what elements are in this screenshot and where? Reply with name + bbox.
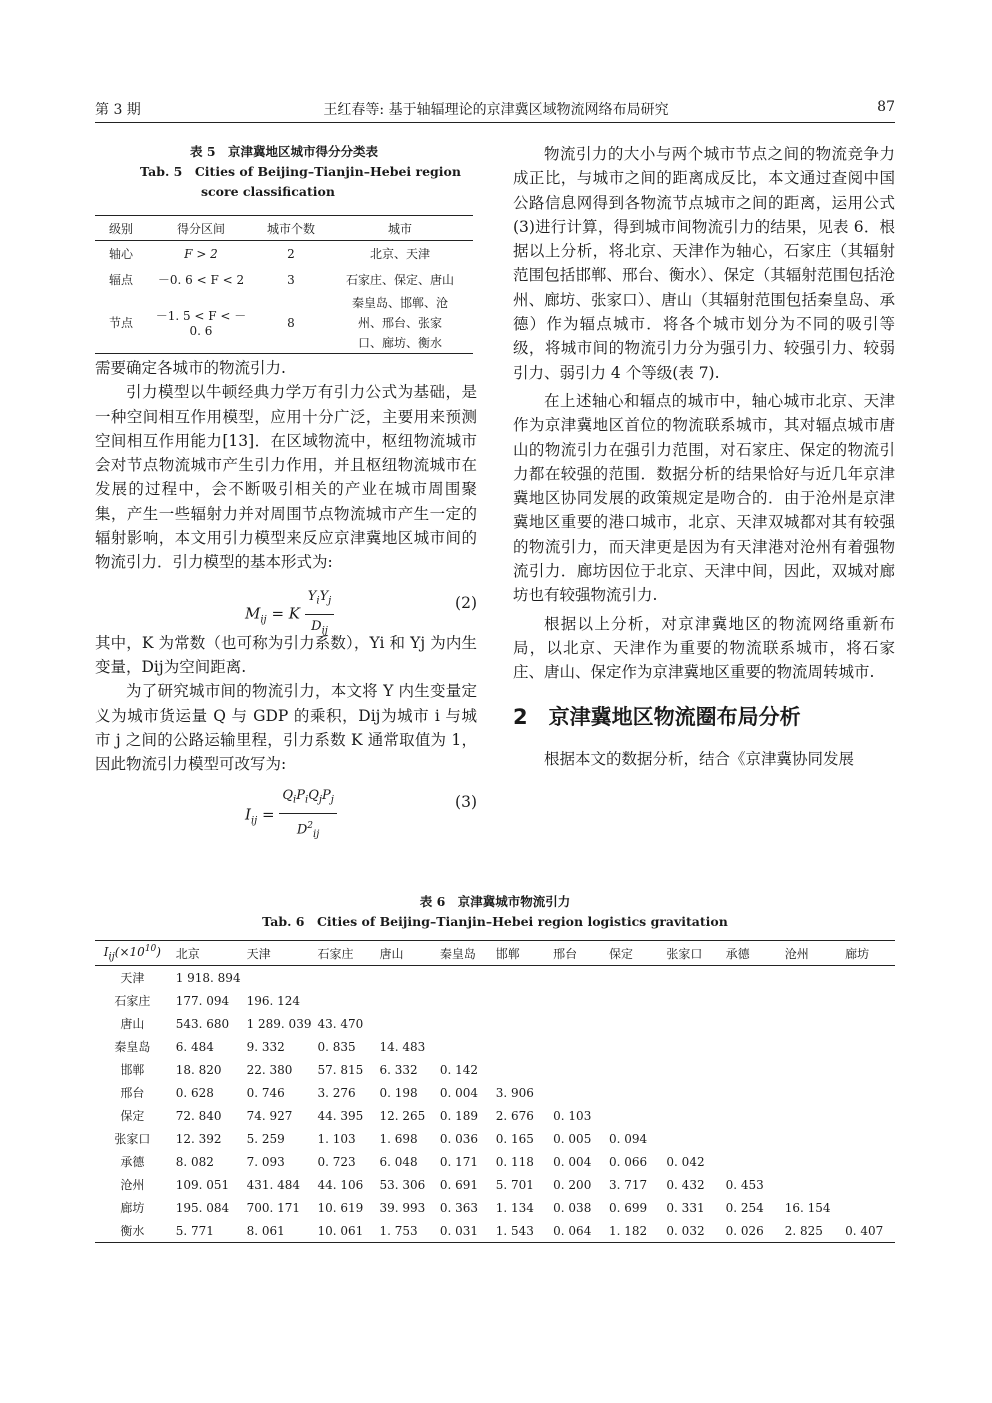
table6-body (95, 966, 895, 1243)
table6-cell (779, 1012, 839, 1035)
table6-cell: 3. 717 (608, 1177, 648, 1192)
paragraph: 其中，K 为常数（也可称为引力系数），Yi 和 Yj 为内生变量，Dij为空间距离. (95, 633, 477, 676)
table6-cell: 0. 453 (725, 1177, 764, 1192)
table6-cell: 0. 142 (439, 1062, 479, 1077)
table6-cell: 0. 189 (439, 1108, 479, 1123)
table6-cell: 0. 005 (553, 1131, 592, 1146)
table6-cell: 22. 380 (246, 1062, 293, 1077)
header-rule (95, 122, 895, 123)
table6-cell: 0. 004 (553, 1154, 592, 1169)
table6-row-city: 邢台 (120, 1086, 145, 1100)
table6-cell (779, 989, 839, 1012)
table6-cell (490, 1012, 547, 1035)
table5-cell: 秦皇岛、邯郸、沧州、邢台、张家口、廊坊、衡水 (351, 295, 448, 350)
table6-cell: 431. 484 (246, 1177, 301, 1192)
table6-cell: 53. 306 (379, 1177, 426, 1192)
table-row (95, 1219, 895, 1243)
table6-cell: 57. 815 (317, 1062, 364, 1077)
table6-cell (660, 1035, 719, 1058)
table6-row-city: 天津 (120, 971, 145, 985)
paragraph: 物流引力的大小与两个城市节点之间的物流竞争力成正比，与城市之间的距离成反比，本文通过查阅中国公路信息网得到各物流节点城市之间的距离，运用公式(3)进行计算，得到城市间物流引力的结果，见表 6．根据以上分析，将北京、天津作为轴心，石家庄（其辐射范围包括邯郸、邢台、衡水）、保定（其辐射范围包括沧州、廊坊、张家口）、唐山（其辐射范围包括秦皇岛、承德）作为辐点城市．将各个城市划分为不同的吸引等级，将城市间的物流引力分为强引力、较强引力、较弱引力、弱引力 4 个等级(表 7). (513, 145, 895, 382)
table6-cell: 0. 331 (666, 1200, 705, 1215)
table6-cell (603, 989, 660, 1012)
table5-cell: 石家庄、保定、唐山 (345, 273, 454, 287)
table5-header-cell: 城市个数 (266, 221, 315, 236)
table6-cell: 7. 093 (246, 1154, 285, 1169)
table6-cell: 8. 061 (246, 1223, 285, 1238)
table6-cell (720, 1058, 779, 1081)
table-row (95, 1127, 895, 1150)
table6-col-header: 廊坊 (845, 946, 870, 961)
table6-cell (547, 966, 603, 990)
table5-caption-cn: 表 5 京津冀地区城市得分分类表 (189, 144, 379, 159)
table6-cell (374, 1012, 434, 1035)
table6-cell (547, 1035, 603, 1058)
table6-cell (241, 966, 312, 990)
table6-cell (720, 989, 779, 1012)
table5-cell: F > 2 (184, 246, 218, 261)
table6-cell: 0. 032 (666, 1223, 705, 1238)
table6-cell: 6. 048 (379, 1154, 418, 1169)
table6-cell: 0. 171 (439, 1154, 479, 1169)
table6-cell (839, 1104, 895, 1127)
paragraph: 根据本文的数据分析，结合《京津冀协同发展 (544, 749, 855, 768)
table6-cell: 5. 771 (175, 1223, 214, 1238)
table6-cell (839, 1058, 895, 1081)
table6-cell: 0. 038 (553, 1200, 592, 1215)
table6-cell: 0. 026 (725, 1223, 764, 1238)
table6-col-header: 天津 (246, 946, 271, 961)
table6-cell (839, 1196, 895, 1219)
table-row (95, 1012, 895, 1035)
table6-row-city: 衡水 (120, 1224, 145, 1238)
table6-cell: 1. 753 (379, 1223, 418, 1238)
table6-col-header: 张家口 (666, 946, 703, 961)
table6-cell: 1 289. 039 (246, 1016, 312, 1031)
table6-cell: 10. 619 (317, 1200, 364, 1215)
table-row (95, 989, 895, 1012)
table6-cell (839, 966, 895, 990)
table6-cell (779, 1035, 839, 1058)
table5-cell: 北京、天津 (369, 247, 430, 262)
table6-cell (603, 1081, 660, 1104)
table6-cell: 177. 094 (175, 993, 230, 1008)
table6-row-city: 承德 (120, 1155, 145, 1169)
table6-cell (839, 1127, 895, 1150)
table6-cell (720, 1104, 779, 1127)
equation-2: $M_{ij} = K$ $\frac{Y_iY_j}{D_{ij}}$ (2) (95, 581, 477, 627)
table6-cell: 0. 628 (175, 1085, 214, 1100)
paragraph: 为了研究城市间的物流引力，本文将 Y 内生变量定义为城市货运量 Q 与 GDP 的乘积，Dij为城市 i 与城市 j 之间的公路运输里程，引力系数 K 通常取值为 1，因此物流引力模型可改写为: (95, 682, 477, 774)
table6-cell (434, 1012, 490, 1035)
table6-cell (374, 966, 434, 990)
table5-header-cell: 城市 (387, 221, 412, 236)
table6-cell (547, 1058, 603, 1081)
table6-cell: 1. 182 (608, 1223, 648, 1238)
table6-cell: 0. 432 (666, 1177, 705, 1192)
table6-cell: 12. 392 (175, 1131, 222, 1146)
table6-cell (603, 1104, 660, 1127)
table6-cell: 44. 395 (317, 1108, 364, 1123)
table-row (95, 966, 895, 990)
table-row (95, 241, 473, 267)
table6-col-header: 邯郸 (495, 946, 520, 961)
table6-cell (839, 1035, 895, 1058)
table6-cell: 18. 820 (175, 1062, 222, 1077)
table6-cell: 74. 927 (246, 1108, 293, 1123)
table6-cell: 543. 680 (175, 1016, 230, 1031)
table6-col-header: 邢台 (553, 946, 578, 961)
table6-col-header: 石家庄 (317, 946, 354, 961)
table6-cell (720, 1150, 779, 1173)
table6-row-city: 保定 (120, 1109, 145, 1123)
table6-col-header: 承德 (725, 946, 750, 961)
table6-cell: 39. 993 (379, 1200, 426, 1215)
table6-caption-cn: 表 6 京津冀城市物流引力 (419, 894, 571, 909)
table-row (95, 1150, 895, 1173)
table6-cell (660, 1081, 719, 1104)
table5-cell: 节点 (108, 316, 133, 330)
table5-cell: 8 (287, 315, 295, 330)
table6-cell: 9. 332 (246, 1039, 285, 1054)
table5-caption (95, 142, 473, 202)
table6-cell (490, 989, 547, 1012)
table6-cell (547, 1081, 603, 1104)
table6-cell (603, 1012, 660, 1035)
table6-col-header: 北京 (175, 946, 200, 961)
paragraph: 根据以上分析，对京津冀地区的物流网络重新布局，以北京、天津作为重要的物流联系城市，将石家庄、唐山、保定作为京津冀地区重要的物流周转城市. (513, 614, 895, 682)
table6-cell (490, 1058, 547, 1081)
table6-cell (779, 1173, 839, 1196)
table6-cell: 0. 064 (553, 1223, 592, 1238)
table6-cell (720, 1035, 779, 1058)
table6-cell: 0. 691 (439, 1177, 479, 1192)
table6-cell: 2. 676 (495, 1108, 534, 1123)
table6-cell (720, 1081, 779, 1104)
equation-number: (2) (455, 593, 477, 612)
table6-cell: 0. 746 (246, 1085, 285, 1100)
table6-cell: 6. 332 (379, 1062, 418, 1077)
table6-row-city: 秦皇岛 (114, 1040, 151, 1054)
table6-cell (779, 1058, 839, 1081)
table6-col-header: 唐山 (379, 946, 404, 961)
table6-cell (547, 1012, 603, 1035)
table6-cell: 0. 094 (608, 1131, 648, 1146)
table6-row-city: 唐山 (120, 1017, 145, 1031)
table6-cell: 109. 051 (175, 1177, 230, 1192)
table6-cell: 0. 198 (379, 1085, 418, 1100)
page-number: 87 (877, 99, 895, 115)
left-column (95, 356, 477, 841)
table6-cell (839, 989, 895, 1012)
table5-cell: 轴心 (108, 247, 133, 262)
table6-cell: 0. 036 (439, 1131, 479, 1146)
table5-caption-en-1: Tab. 5 Cities of Beijing–Tianjin–Hebei region (140, 164, 461, 179)
table6-cell (311, 966, 373, 990)
table6-col-header: 秦皇岛 (439, 946, 476, 961)
table6-cell (660, 1012, 719, 1035)
table6-cell: 1. 103 (317, 1131, 356, 1146)
table6-col-header: 保定 (608, 946, 633, 961)
table6-cell (434, 966, 490, 990)
table6-cell (839, 1173, 895, 1196)
paragraph: 在上述轴心和辐点的城市中，轴心城市北京、天津作为京津冀地区首位的物流联系城市，其对辐点城市唐山的物流引力在强引力范围，对石家庄、保定的物流引力都在较强的范围．数据分析的结果恰好与近几年京津冀地区协同发展的政策规定是吻合的．由于沧州是京津冀地区重要的港口城市，北京、天津双城都对其有较强的物流引力，而天津更是因为有天津港对沧州有着强物流引力．廊坊因位于北京、天津中间，因此，双城对廊坊也有较强物流引力. (513, 391, 895, 605)
table-row (95, 1196, 895, 1219)
table6-cell: 0. 835 (317, 1039, 356, 1054)
table5-cell: －0. 6 < F < 2 (157, 273, 245, 287)
running-title: 王红春等: 基于轴辐理论的京津冀区域物流网络布局研究 (323, 102, 669, 118)
table6-cell: 10. 061 (317, 1223, 364, 1238)
table5-caption-en-2: score classification (201, 184, 335, 199)
table6-cell (490, 1035, 547, 1058)
table6-cell (660, 1127, 719, 1150)
table6-cell: 5. 701 (495, 1177, 534, 1192)
section-heading: 2 京津冀地区物流圈布局分析 (513, 704, 801, 729)
table6-cell: 0. 066 (608, 1154, 648, 1169)
table6-cell: 196. 124 (246, 993, 301, 1008)
table6-cell: 44. 106 (317, 1177, 364, 1192)
table6-cell (779, 1150, 839, 1173)
table5-header-cell: 级别 (108, 221, 133, 236)
table6-cell (720, 966, 779, 990)
table6-cell (547, 989, 603, 1012)
table6-row-city: 廊坊 (120, 1201, 145, 1215)
table6-cell (779, 1104, 839, 1127)
table6 (95, 940, 895, 1243)
table6-cell (660, 1104, 719, 1127)
table6-cell: 6. 484 (175, 1039, 214, 1054)
table-row (95, 267, 473, 293)
table6-cell: 2. 825 (784, 1223, 823, 1238)
table6-cell: 1. 134 (495, 1200, 534, 1215)
table6-caption (95, 892, 895, 932)
table6-cell: 0. 254 (725, 1200, 764, 1215)
table6-cell: 1. 698 (379, 1131, 418, 1146)
table6-cell (434, 989, 490, 1012)
table6-col-header: 沧州 (784, 946, 809, 961)
table6-cell: 3. 906 (495, 1085, 534, 1100)
table-row (95, 293, 473, 354)
table-row (95, 1104, 895, 1127)
table6-cell: 0. 004 (439, 1085, 479, 1100)
paragraph: 引力模型以牛顿经典力学万有引力公式为基础，是一种空间相互作用模型，应用十分广泛，主要用来预测空间相互作用能力[13]．在区域物流中，枢纽物流城市会对节点物流城市产生引力作用，并且枢纽物流城市在发展的过程中，会不断吸引相关的产业在城市周围聚集，产生一些辐射力并对周围节点物流城市产生一定的辐射影响，本文用引力模型来反应京津冀地区城市间的物流引力．引力模型的基本形式为: (95, 383, 477, 572)
table6-row-city: 沧州 (120, 1178, 145, 1192)
table6-cell (374, 989, 434, 1012)
table6-cell (603, 966, 660, 990)
table6-cell: 0. 165 (495, 1131, 534, 1146)
table6-cell: 5. 259 (246, 1131, 285, 1146)
table6-cell: 1 918. 894 (175, 970, 241, 985)
table6-cell: 0. 200 (553, 1177, 592, 1192)
table6-cell: 0. 118 (495, 1154, 534, 1169)
table5-cell: 3 (287, 272, 295, 287)
table6-cell: 43. 470 (317, 1016, 364, 1031)
table6-cell (603, 1058, 660, 1081)
table6-cell: 195. 084 (175, 1200, 230, 1215)
table5 (95, 215, 473, 354)
table6-cell: 0. 363 (439, 1200, 479, 1215)
table6-header-row (95, 941, 895, 966)
table6-corner: $I_{ij}(\times 10^{10})$ (103, 943, 161, 963)
equation-number: (3) (455, 793, 477, 812)
equation-3: $I_{ij}$ = $\frac{Q_iP_iQ_jP_j}{D^2_{ij}}$ (3) (95, 780, 477, 826)
table6-cell: 0. 407 (845, 1223, 884, 1238)
issue-number: 第 3 期 (95, 102, 141, 118)
table6-cell: 12. 265 (379, 1108, 426, 1123)
table6-cell: 72. 840 (175, 1108, 222, 1123)
table-row (95, 1081, 895, 1104)
table6-caption-en: Tab. 6 Cities of Beijing–Tianjin–Hebei region logistics gravitation (262, 914, 728, 929)
table6-cell (720, 1127, 779, 1150)
table6-cell (660, 966, 719, 990)
paragraph: 需要确定各城市的物流引力. (95, 359, 286, 377)
right-column (513, 142, 895, 771)
table6-cell: 1. 543 (495, 1223, 534, 1238)
table6-cell: 3. 276 (317, 1085, 356, 1100)
table6-cell (490, 966, 547, 990)
table6-cell (779, 966, 839, 990)
table6-cell: 700. 171 (246, 1200, 301, 1215)
table5-cell: －1. 5 < F < －0. 6 (155, 309, 247, 338)
table6-cell (311, 989, 373, 1012)
table6-cell: 8. 082 (175, 1154, 214, 1169)
table6-row-city: 邯郸 (120, 1063, 145, 1077)
table6-cell (603, 1035, 660, 1058)
table6-cell (839, 1012, 895, 1035)
table6-cell: 16. 154 (784, 1200, 831, 1215)
table-row (95, 1173, 895, 1196)
table6-cell (839, 1150, 895, 1173)
table6-cell: 14. 483 (379, 1039, 426, 1054)
table5-cell: 辐点 (108, 273, 133, 287)
table5-cell: 2 (287, 246, 295, 261)
table-row (95, 1058, 895, 1081)
table6-cell: 0. 723 (317, 1154, 356, 1169)
table6-cell (779, 1081, 839, 1104)
table6-row-city: 石家庄 (114, 994, 151, 1008)
table5-header-cell: 得分区间 (176, 221, 225, 236)
table6-cell (660, 989, 719, 1012)
table6-cell: 0. 103 (553, 1108, 592, 1123)
table6-row-city: 张家口 (114, 1132, 151, 1146)
table6-cell (660, 1058, 719, 1081)
table6-cell: 0. 031 (439, 1223, 479, 1238)
table6-cell (434, 1035, 490, 1058)
table6-cell: 0. 699 (608, 1200, 648, 1215)
table6-cell (720, 1012, 779, 1035)
table6-cell: 0. 042 (666, 1154, 705, 1169)
table6-cell (779, 1127, 839, 1150)
table-row (95, 1035, 895, 1058)
table6-cell (839, 1081, 895, 1104)
